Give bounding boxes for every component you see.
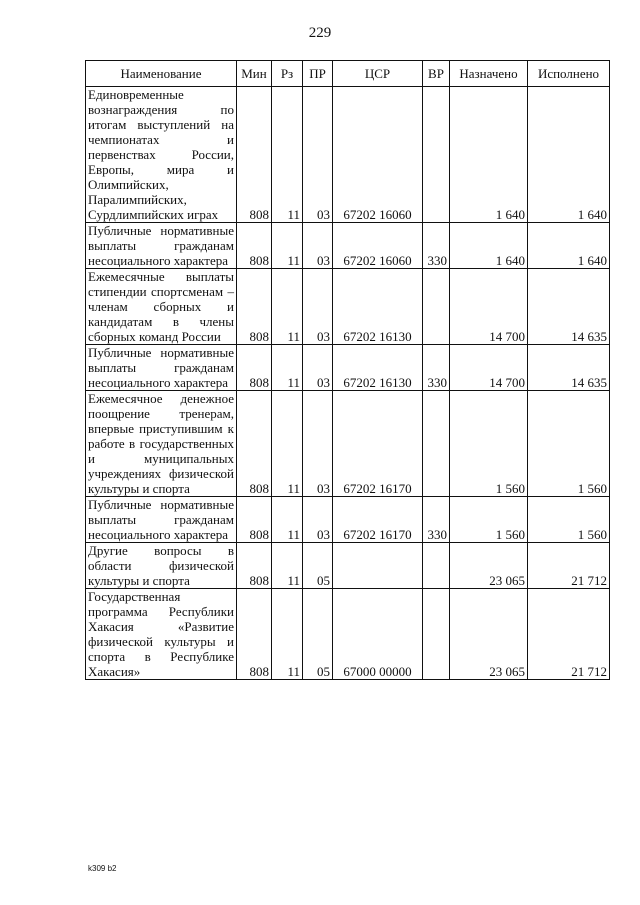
row-csr: 67000 00000 bbox=[333, 589, 423, 680]
row-vr bbox=[423, 269, 450, 345]
header-csr: ЦСР bbox=[333, 61, 423, 87]
row-executed: 21 712 bbox=[528, 543, 610, 589]
row-assigned: 14 700 bbox=[450, 345, 528, 391]
row-vr bbox=[423, 543, 450, 589]
row-vr: 330 bbox=[423, 345, 450, 391]
header-executed: Исполнено bbox=[528, 61, 610, 87]
row-min: 808 bbox=[237, 497, 272, 543]
table-row bbox=[86, 497, 610, 543]
row-min: 808 bbox=[237, 391, 272, 497]
row-pr: 03 bbox=[303, 223, 333, 269]
row-pr: 03 bbox=[303, 269, 333, 345]
page-number: 229 bbox=[308, 25, 332, 41]
row-executed: 1 640 bbox=[528, 223, 610, 269]
row-assigned: 1 560 bbox=[450, 497, 528, 543]
table-row bbox=[86, 87, 610, 223]
row-vr bbox=[423, 391, 450, 497]
row-name: Публичные нормативные выплаты гражданам несоциального характера bbox=[86, 497, 237, 543]
row-name: Единовременные вознаграждения по итогам выступлений на чемпионатах и первенствах России, Европы, мира и Олимпийских, Паралимпийских, Сурдлимпийских играх bbox=[86, 87, 237, 223]
row-pr: 05 bbox=[303, 543, 333, 589]
row-executed: 1 640 bbox=[528, 87, 610, 223]
footer-code: k309 b2 bbox=[88, 864, 117, 873]
row-csr bbox=[333, 543, 423, 589]
row-pr: 03 bbox=[303, 345, 333, 391]
row-vr: 330 bbox=[423, 223, 450, 269]
row-pr: 05 bbox=[303, 589, 333, 680]
row-name: Публичные нормативные выплаты гражданам несоциального характера bbox=[86, 223, 237, 269]
row-executed: 14 635 bbox=[528, 269, 610, 345]
row-name: Публичные нормативные выплаты гражданам несоциального характера bbox=[86, 345, 237, 391]
row-rz: 11 bbox=[272, 589, 303, 680]
row-min: 808 bbox=[237, 223, 272, 269]
row-min: 808 bbox=[237, 589, 272, 680]
row-csr: 67202 16170 bbox=[333, 497, 423, 543]
row-csr: 67202 16130 bbox=[333, 269, 423, 345]
table-row bbox=[86, 391, 610, 497]
row-assigned: 14 700 bbox=[450, 269, 528, 345]
row-vr: 330 bbox=[423, 497, 450, 543]
header-name: Наименование bbox=[86, 61, 237, 87]
row-assigned: 1 640 bbox=[450, 223, 528, 269]
row-rz: 11 bbox=[272, 223, 303, 269]
header-vr: ВР bbox=[423, 61, 450, 87]
table-row bbox=[86, 543, 610, 589]
row-rz: 11 bbox=[272, 497, 303, 543]
row-executed: 1 560 bbox=[528, 391, 610, 497]
row-csr: 67202 16130 bbox=[333, 345, 423, 391]
table-header-row bbox=[86, 61, 610, 87]
row-assigned: 1 640 bbox=[450, 87, 528, 223]
header-pr: ПР bbox=[303, 61, 333, 87]
budget-table bbox=[85, 60, 610, 680]
row-executed: 1 560 bbox=[528, 497, 610, 543]
header-rz: Рз bbox=[272, 61, 303, 87]
row-name: Ежемесячные выплаты стипендии спортсменам – членам сборных и кандидатам в члены сборных команд России bbox=[86, 269, 237, 345]
row-min: 808 bbox=[237, 269, 272, 345]
row-assigned: 1 560 bbox=[450, 391, 528, 497]
row-rz: 11 bbox=[272, 345, 303, 391]
row-pr: 03 bbox=[303, 87, 333, 223]
row-name: Другие вопросы в области физической культуры и спорта bbox=[86, 543, 237, 589]
row-pr: 03 bbox=[303, 391, 333, 497]
header-assigned: Назначено bbox=[450, 61, 528, 87]
row-vr bbox=[423, 87, 450, 223]
row-min: 808 bbox=[237, 87, 272, 223]
row-rz: 11 bbox=[272, 391, 303, 497]
row-min: 808 bbox=[237, 345, 272, 391]
table-row bbox=[86, 345, 610, 391]
row-csr: 67202 16060 bbox=[333, 223, 423, 269]
row-csr: 67202 16170 bbox=[333, 391, 423, 497]
header-min: Мин bbox=[237, 61, 272, 87]
row-executed: 21 712 bbox=[528, 589, 610, 680]
row-assigned: 23 065 bbox=[450, 589, 528, 680]
row-rz: 11 bbox=[272, 87, 303, 223]
row-vr bbox=[423, 589, 450, 680]
row-pr: 03 bbox=[303, 497, 333, 543]
table-row bbox=[86, 223, 610, 269]
row-csr: 67202 16060 bbox=[333, 87, 423, 223]
row-rz: 11 bbox=[272, 543, 303, 589]
row-name: Государственная программа Республики Хакасия «Развитие физической культуры и спорта в Республике Хакасия» bbox=[86, 589, 237, 680]
row-rz: 11 bbox=[272, 269, 303, 345]
row-assigned: 23 065 bbox=[450, 543, 528, 589]
table-row bbox=[86, 269, 610, 345]
row-min: 808 bbox=[237, 543, 272, 589]
table-row bbox=[86, 589, 610, 680]
row-executed: 14 635 bbox=[528, 345, 610, 391]
row-name: Ежемесячное денежное поощрение тренерам, впервые приступившим к работе в государственных и муниципальных учреждениях физической культуры и спорта bbox=[86, 391, 237, 497]
